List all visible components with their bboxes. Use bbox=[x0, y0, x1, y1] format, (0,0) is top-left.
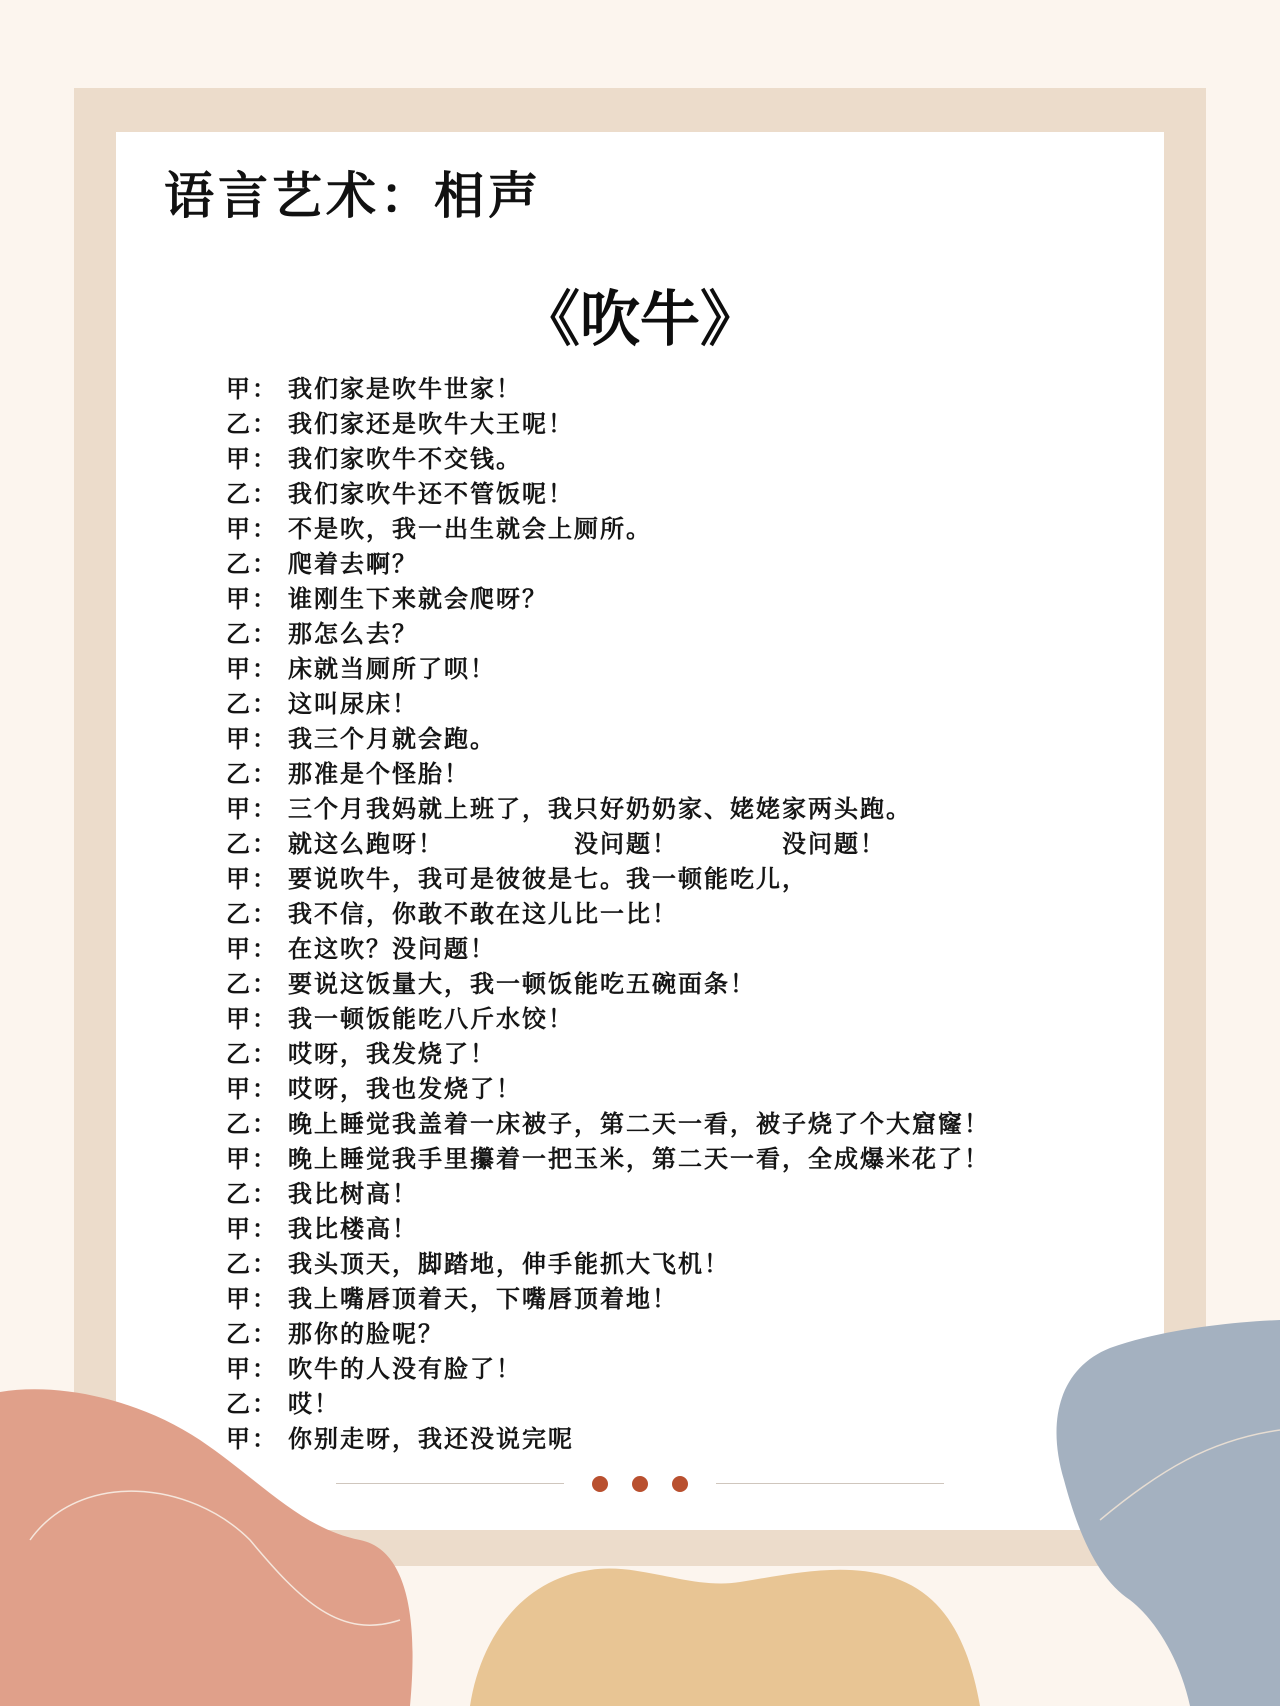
speaker-label: 乙： bbox=[226, 1109, 278, 1138]
speaker-label: 甲： bbox=[226, 1284, 278, 1313]
speaker-label: 甲： bbox=[226, 1004, 278, 1033]
slate-blob bbox=[1056, 1320, 1280, 1706]
dialogue-text: 我们家吹牛还不管饭呢！ bbox=[288, 479, 574, 508]
dialogue-text: 我头顶天，脚踏地，伸手能抓大飞机！ bbox=[288, 1249, 730, 1278]
dialogue-text: 爬着去啊？ bbox=[288, 549, 418, 578]
speaker-label: 乙： bbox=[226, 899, 278, 928]
speaker-label: 甲： bbox=[226, 1354, 278, 1383]
speaker-label: 甲： bbox=[226, 584, 278, 613]
speaker-label: 甲： bbox=[226, 724, 278, 753]
speaker-label: 甲： bbox=[226, 514, 278, 543]
dialogue-text: 哎呀，我发烧了！ bbox=[288, 1039, 496, 1068]
speaker-label: 甲： bbox=[226, 1074, 278, 1103]
dialogue-text: 这叫尿床！ bbox=[288, 689, 418, 718]
dialogue-text: 那准是个怪胎！ bbox=[288, 759, 470, 788]
dialogue-text: 我比树高！ bbox=[288, 1179, 418, 1208]
speaker-label: 乙： bbox=[226, 619, 278, 648]
dialogue-text: 我比楼高！ bbox=[288, 1214, 418, 1243]
dialogue-text: 哎！ bbox=[288, 1389, 340, 1418]
dialogue-text: 你别走呀，我还没说完呢 bbox=[288, 1424, 574, 1453]
dialogue-text: 我不信，你敢不敢在这儿比一比！ bbox=[288, 899, 678, 928]
dialogue-text: 就这么跑呀！ 没问题！ 没问题！ bbox=[288, 829, 886, 858]
speaker-label: 乙： bbox=[226, 1249, 278, 1278]
dialogue-text: 哎呀，我也发烧了！ bbox=[288, 1074, 522, 1103]
dialogue-text: 我们家是吹牛世家！ bbox=[288, 374, 522, 403]
dialogue-text: 不是吹，我一出生就会上厕所。 bbox=[288, 514, 652, 543]
dialogue-text: 那怎么去？ bbox=[288, 619, 418, 648]
dialogue-text: 床就当厕所了呗！ bbox=[288, 654, 496, 683]
speaker-label: 甲： bbox=[226, 1214, 278, 1243]
dialogue-text: 我上嘴唇顶着天，下嘴唇顶着地！ bbox=[288, 1284, 678, 1313]
speaker-label: 乙： bbox=[226, 1319, 278, 1348]
speaker-label: 甲： bbox=[226, 934, 278, 963]
speaker-label: 乙： bbox=[226, 1389, 278, 1418]
category-heading: 语言艺术：相声 bbox=[164, 167, 542, 225]
dialogue-text: 三个月我妈就上班了，我只好奶奶家、姥姥家两头跑。 bbox=[288, 794, 912, 823]
sand-blob bbox=[470, 1569, 980, 1706]
speaker-label: 乙： bbox=[226, 689, 278, 718]
dialogue-text: 在这吹？没问题！ bbox=[288, 934, 496, 963]
dialogue-text: 我们家吹牛不交钱。 bbox=[288, 444, 522, 473]
speaker-label: 乙： bbox=[226, 829, 278, 858]
speaker-label: 甲： bbox=[226, 654, 278, 683]
speaker-label: 甲： bbox=[226, 374, 278, 403]
dialogue-text: 晚上睡觉我手里攥着一把玉米，第二天一看，全成爆米花了！ bbox=[288, 1144, 990, 1173]
speaker-label: 甲： bbox=[226, 1424, 278, 1453]
terracotta-blob bbox=[0, 1389, 413, 1706]
speaker-label: 甲： bbox=[226, 444, 278, 473]
dialogue-text: 晚上睡觉我盖着一床被子，第二天一看，被子烧了个大窟窿！ bbox=[288, 1109, 990, 1138]
speaker-label: 甲： bbox=[226, 864, 278, 893]
speaker-label: 乙： bbox=[226, 1179, 278, 1208]
speaker-label: 甲： bbox=[226, 1144, 278, 1173]
dialogue-text: 我一顿饭能吃八斤水饺！ bbox=[288, 1004, 574, 1033]
speaker-label: 乙： bbox=[226, 969, 278, 998]
dialogue-text: 我三个月就会跑。 bbox=[288, 724, 496, 753]
speaker-label: 乙： bbox=[226, 549, 278, 578]
speaker-label: 乙： bbox=[226, 479, 278, 508]
speaker-label: 乙： bbox=[226, 759, 278, 788]
work-title: 《吹牛》 bbox=[520, 285, 760, 355]
dialogue-text: 要说吹牛，我可是彼彼是七。我一顿能吃儿， bbox=[288, 864, 808, 893]
speaker-label: 乙： bbox=[226, 409, 278, 438]
dialogue-text: 谁刚生下来就会爬呀？ bbox=[288, 584, 548, 613]
dialogue-text: 吹牛的人没有脸了！ bbox=[288, 1354, 522, 1383]
dialogue-text: 那你的脸呢？ bbox=[288, 1319, 444, 1348]
speaker-label: 甲： bbox=[226, 794, 278, 823]
speaker-label: 乙： bbox=[226, 1039, 278, 1068]
dialogue-text: 要说这饭量大，我一顿饭能吃五碗面条！ bbox=[288, 969, 756, 998]
dialogue-text: 我们家还是吹牛大王呢！ bbox=[288, 409, 574, 438]
